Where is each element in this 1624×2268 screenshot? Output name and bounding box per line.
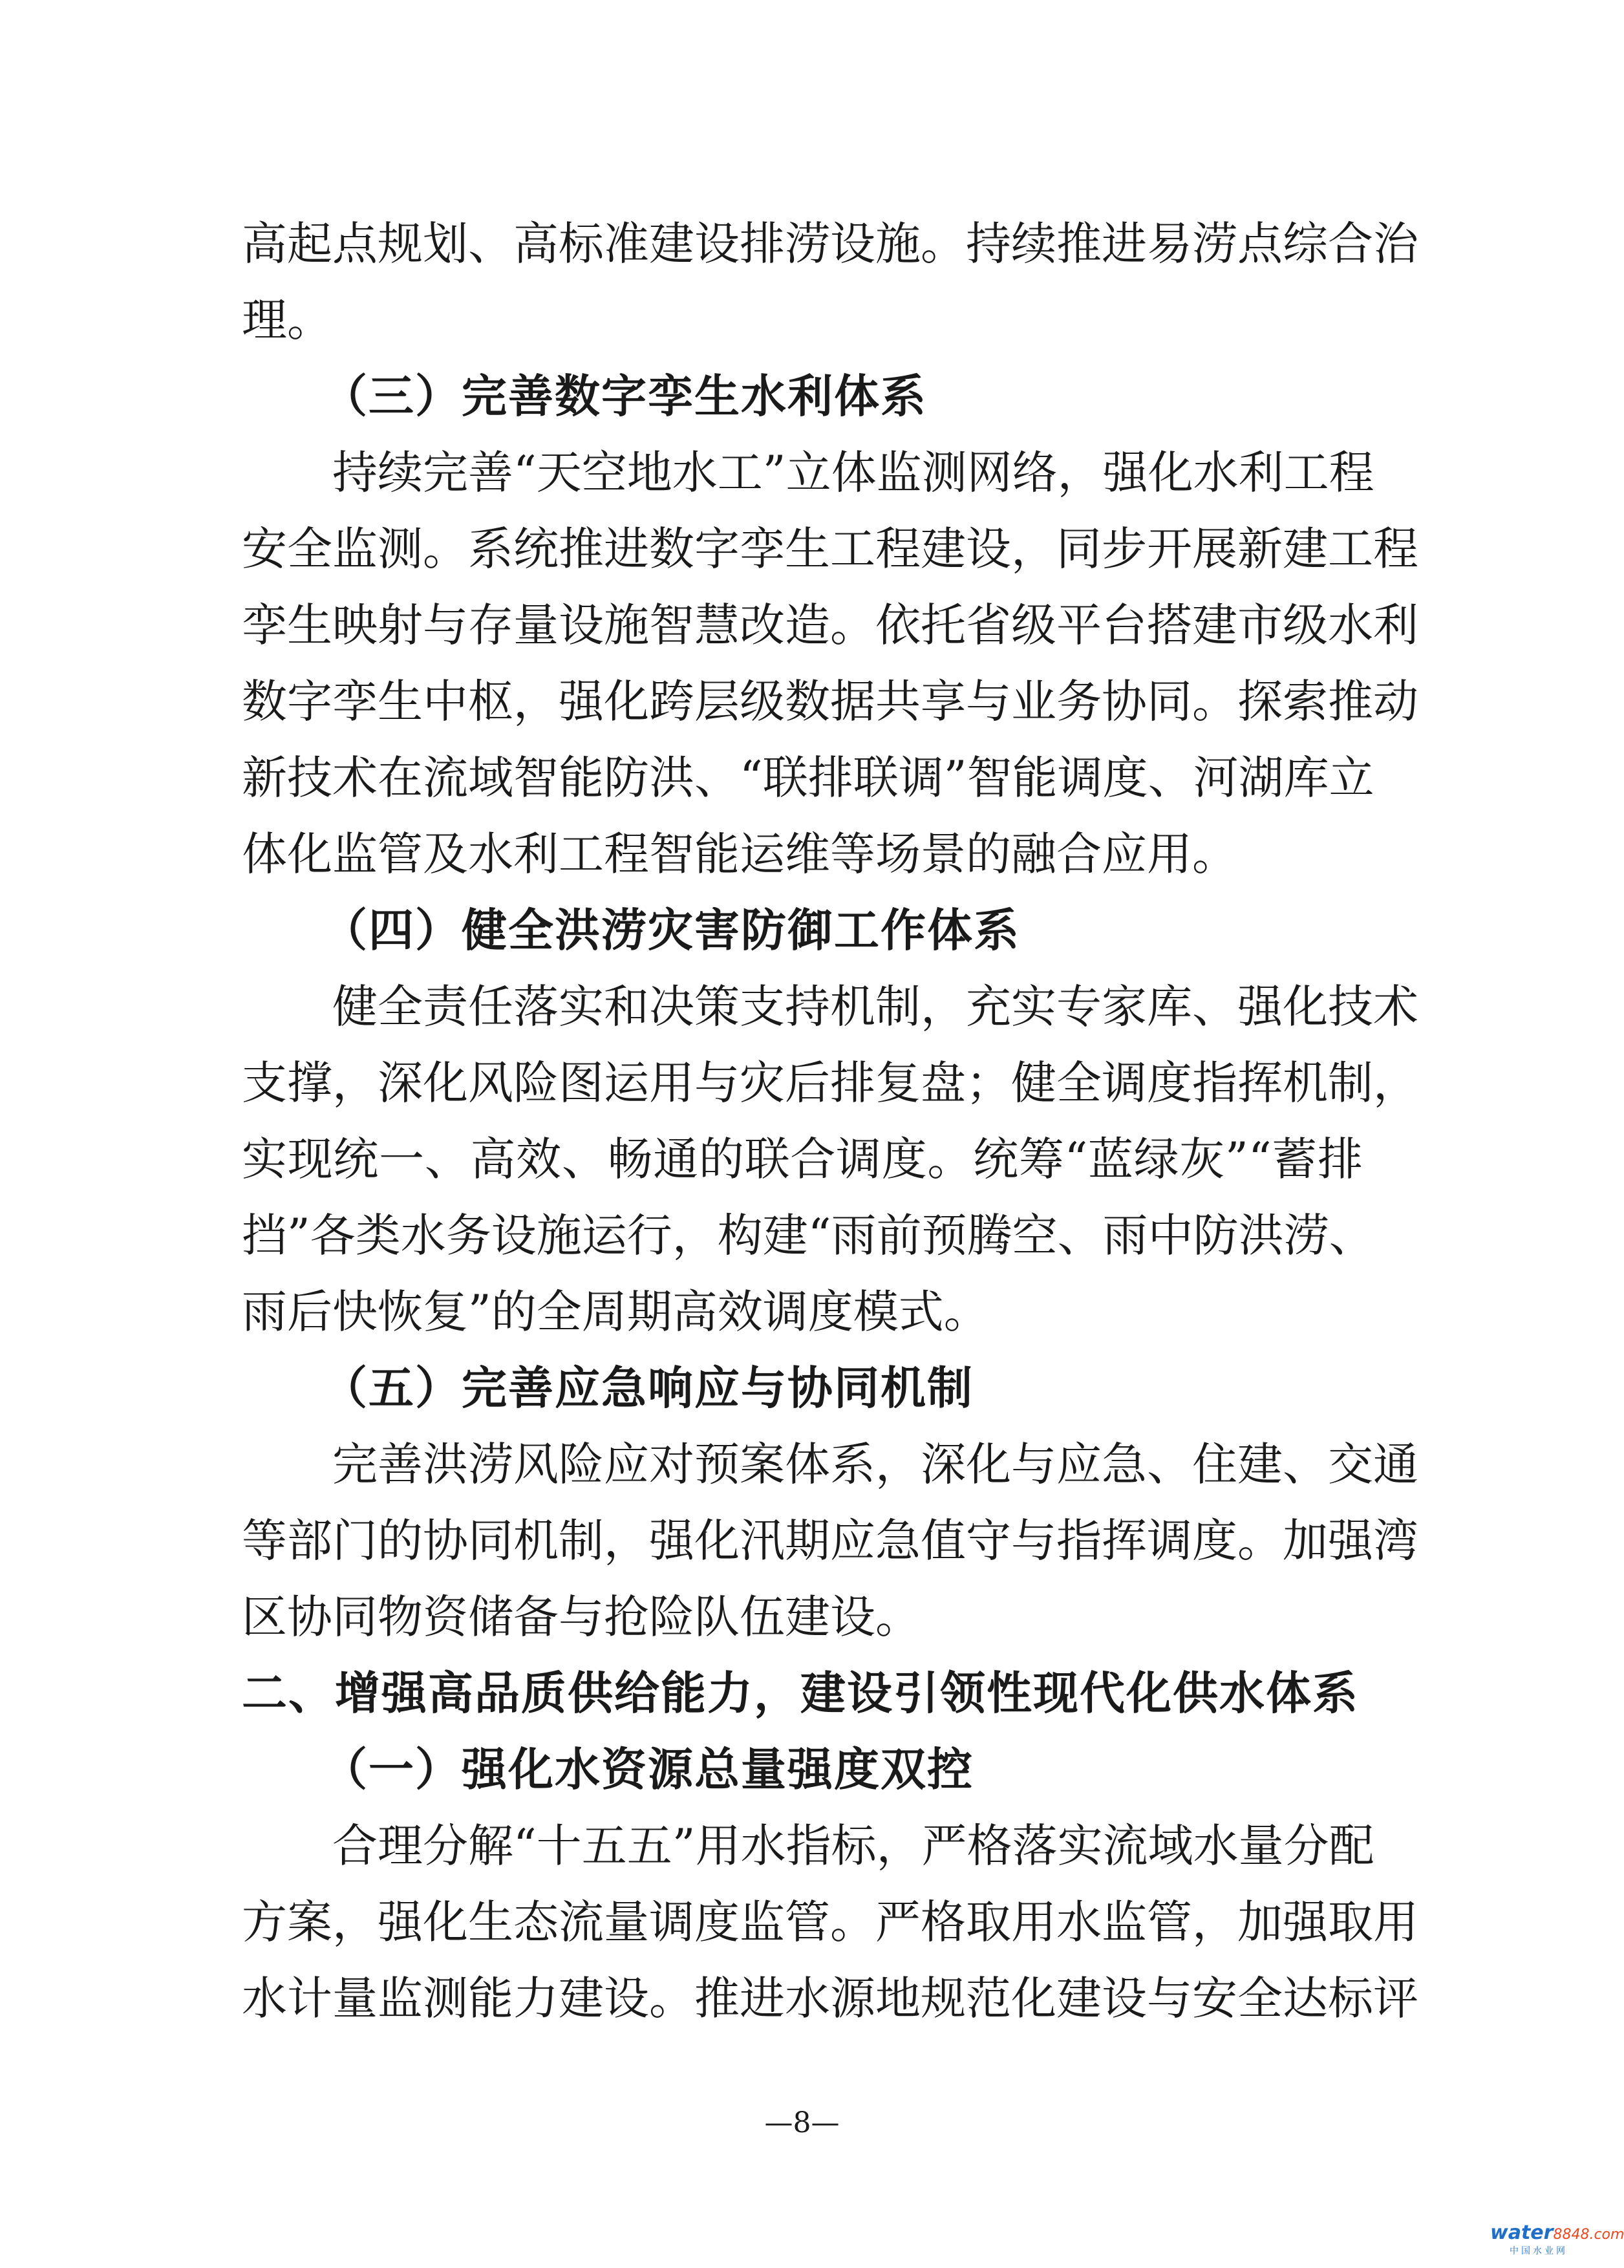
chapter-heading: 二、增强高品质供给能力，建设引领性现代化供水体系 (242, 1667, 1359, 1720)
body-line: 孪生映射与存量设施智慧改造。依托省级平台搭建市级水利 (242, 599, 1418, 652)
body-line: 安全监测。系统推进数字孪生工程建设，同步开展新建工程 (242, 522, 1418, 575)
watermark-brand (1490, 2221, 1624, 2245)
page-number: —8— (764, 2106, 840, 2139)
body-text (242, 206, 1418, 2037)
watermark-brand-number: 8848 (1553, 2227, 1590, 2243)
body-line: 水计量监测能力建设。推进水源地规范化建设与安全达标评 (242, 1972, 1418, 2025)
section-heading: （三）完善数字孪生水利体系 (322, 370, 927, 423)
body-line: 区协同物资储备与抢险队伍建设。 (242, 1590, 921, 1643)
paragraph-first-line: 合理分解“十五五”用水指标，严格落实流域水量分配 (332, 1819, 1374, 1872)
body-line: 支撑，深化风险图运用与灾后排复盘；健全调度指挥机制， (242, 1056, 1418, 1109)
body-line: 雨后快恢复”的全周期高效调度模式。 (242, 1285, 989, 1338)
paragraph-first-line: 健全责任落实和决策支持机制，充实专家库、强化技术 (332, 980, 1418, 1033)
paragraph-first-line: 持续完善“天空地水工”立体监测网络，强化水利工程 (332, 446, 1374, 499)
section-heading: （一）强化水资源总量强度双控 (322, 1743, 974, 1796)
body-line: 实现统一、高效、畅通的联合调度。统筹“蓝绿灰”“蓄排 (242, 1133, 1363, 1186)
body-line: 等部门的协同机制，强化汛期应急值守与指挥调度。加强湾 (242, 1514, 1418, 1567)
watermark-brand-text: water (1490, 2221, 1554, 2244)
section-heading: （四）健全洪涝灾害防御工作体系 (322, 904, 1020, 957)
watermark-caption: 中国水业网 (1510, 2246, 1568, 2256)
site-watermark-logo (1490, 2221, 1624, 2256)
body-line: 新技术在流域智能防洪、“联排联调”智能调度、河湖库立 (242, 751, 1374, 804)
paragraph-first-line: 完善洪涝风险应对预案体系，深化与应急、住建、交通 (332, 1438, 1418, 1491)
body-line: 理。 (242, 294, 332, 347)
body-line: 体化监管及水利工程智能运维等场景的融合应用。 (242, 828, 1237, 881)
section-heading: （五）完善应急响应与协同机制 (322, 1362, 974, 1415)
body-line: 高起点规划、高标准建设排涝设施。持续推进易涝点综合治 (242, 217, 1418, 270)
body-line: 挡”各类水务设施运行，构建“雨前预腾空、雨中防洪涝、 (242, 1209, 1374, 1262)
body-line: 数字孪生中枢，强化跨层级数据共享与业务协同。探索推动 (242, 675, 1418, 728)
body-line: 方案，强化生态流量调度监管。严格取用水监管，加强取用 (242, 1896, 1418, 1949)
watermark-brand-suffix: .com (1589, 2227, 1624, 2243)
